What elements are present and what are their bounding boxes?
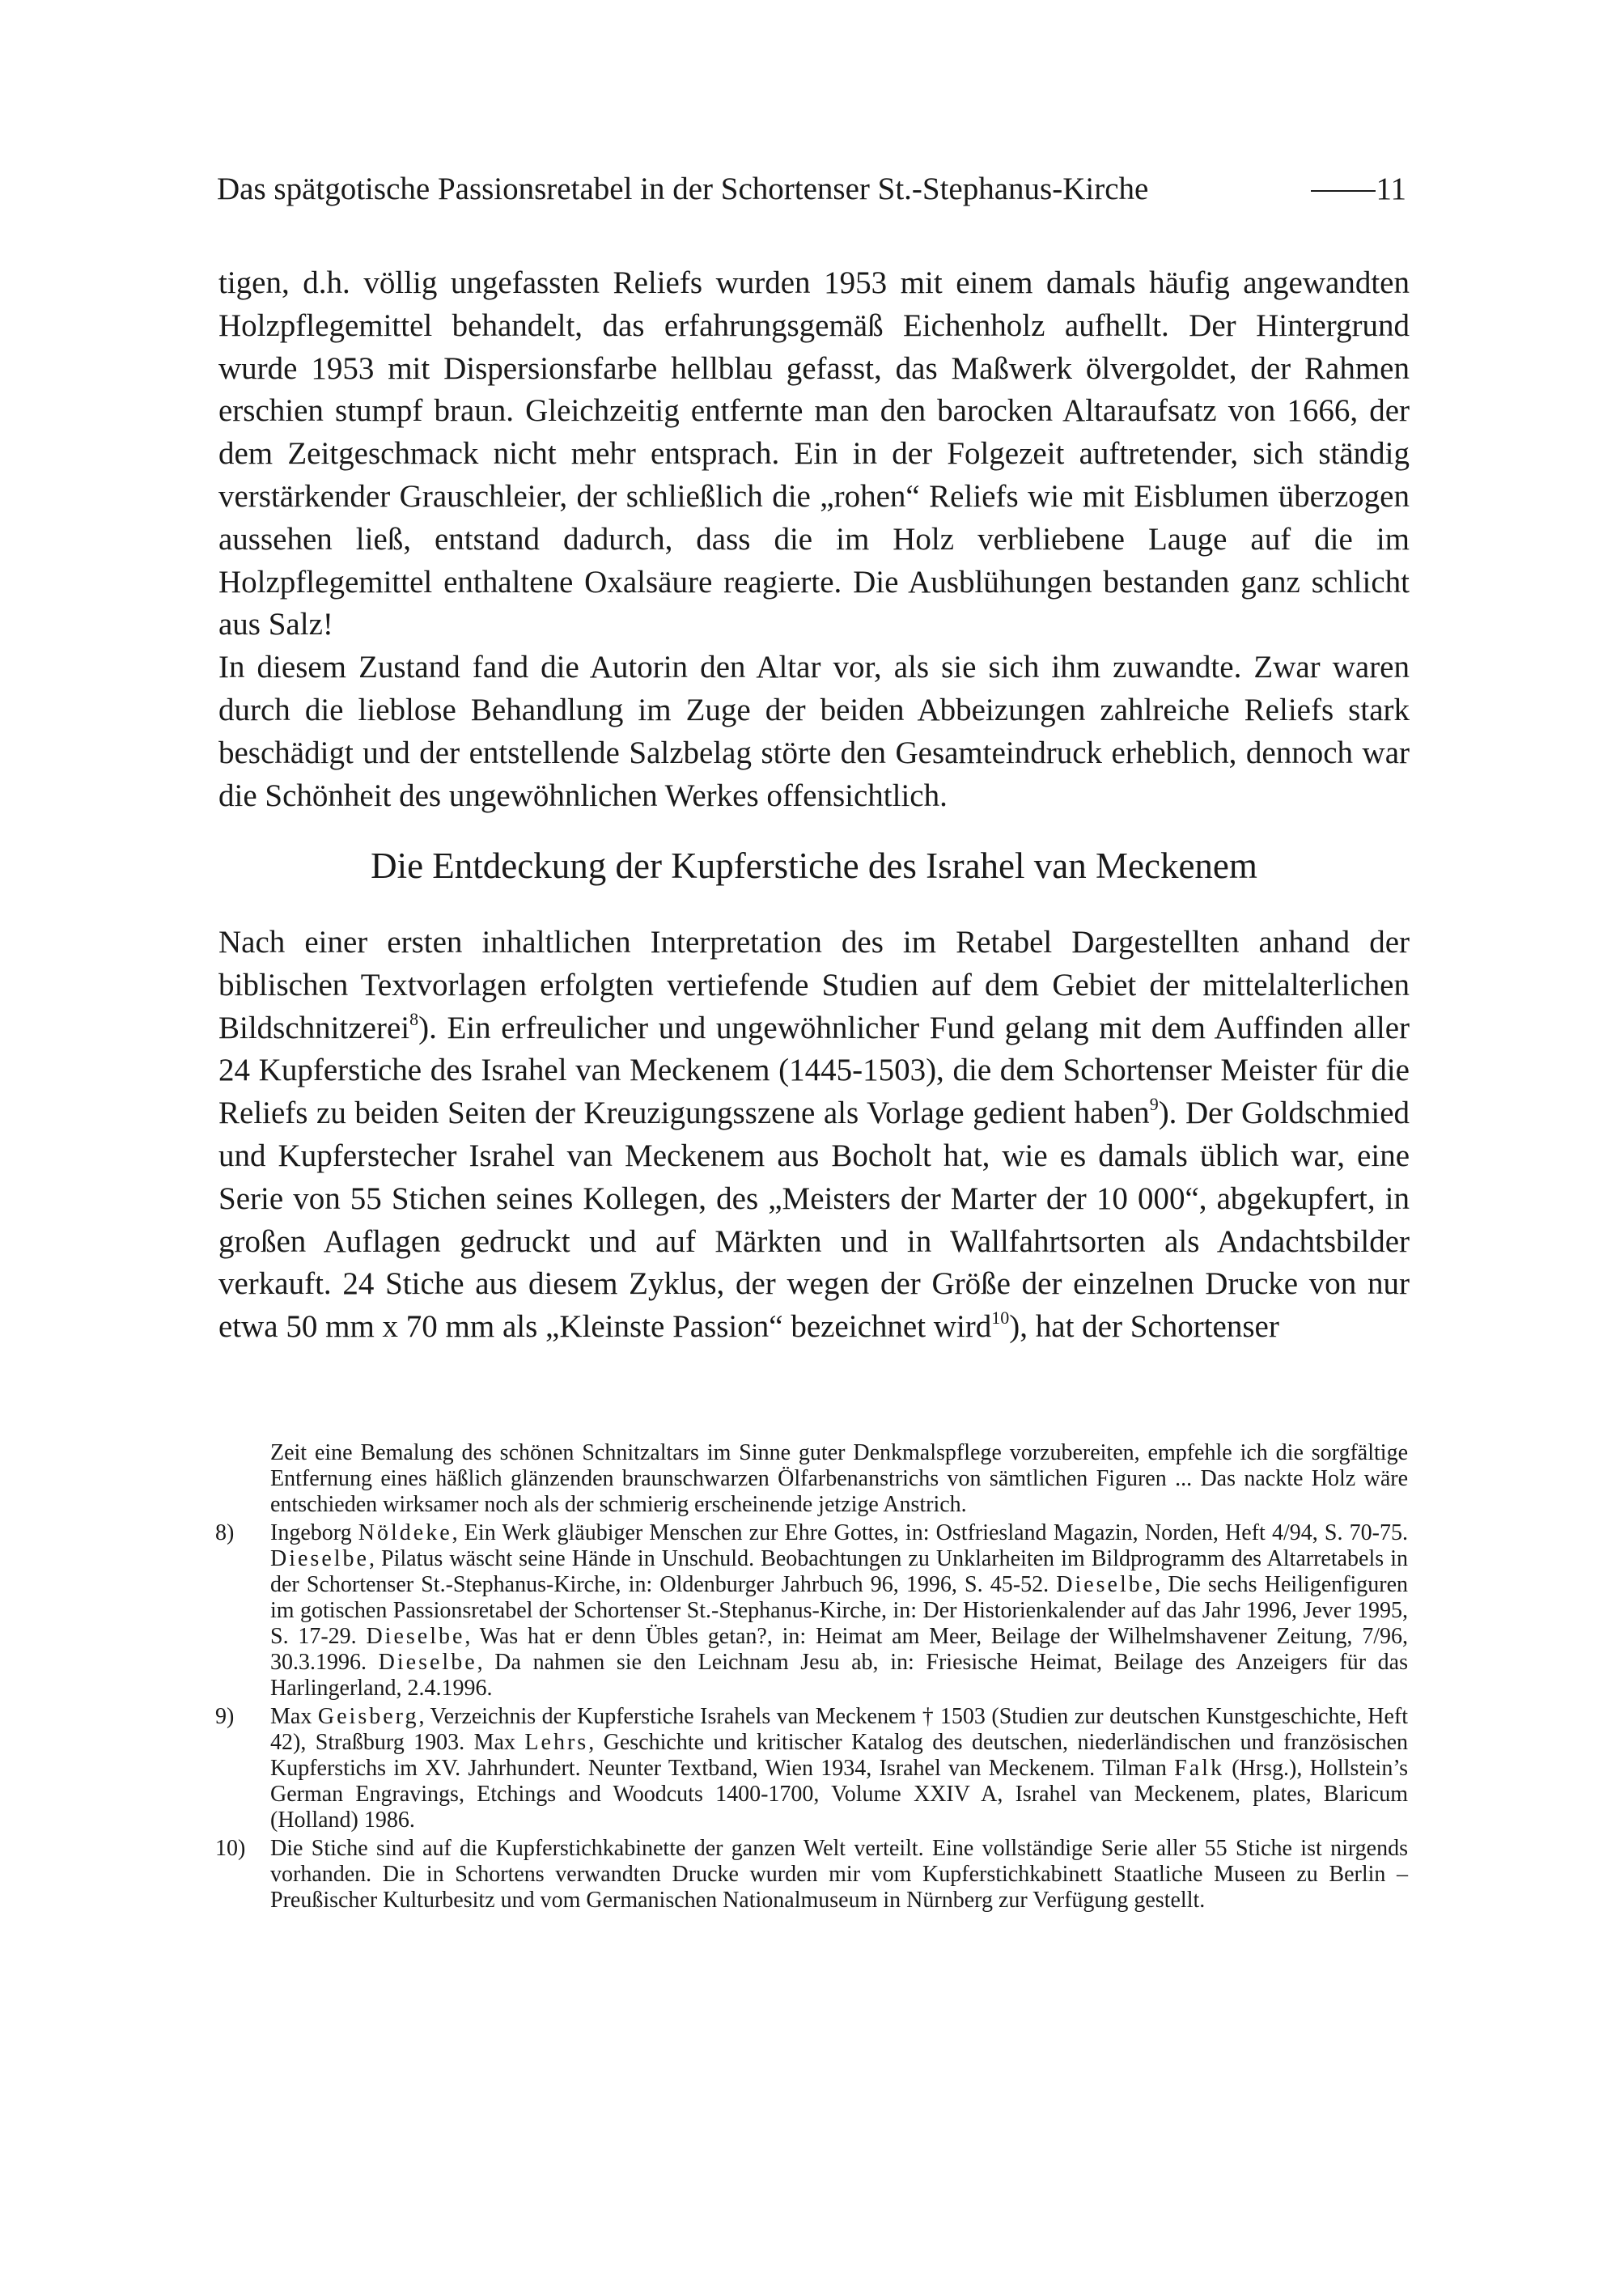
- text-run: Nach einer ersten inhaltlichen Interpretation des im Retabel Dargestellten anhand der biblischen Textvorlagen erfolgten vertiefende Studien auf dem Gebiet der mittelalterlichen Bildschnitzerei: [218, 925, 1410, 1045]
- author-name: Dieselbe: [366, 1624, 465, 1649]
- author-name: Lehrs: [524, 1730, 589, 1755]
- text-run: , Die sechs Heiligenfiguren im gotischen Passionsretabel der Schortenser St.-Stephanus-Kirche, in: Der Historienkalender auf das Jahr 1996, Jever 1995, S. 17-29.: [270, 1572, 1408, 1649]
- author-name: Dieselbe: [378, 1650, 477, 1675]
- running-head: [217, 167, 1406, 212]
- header-rule: [1311, 190, 1376, 192]
- footnote-continuation: Zeit eine Bemalung des schönen Schnitzaltars im Sinne guter Denkmalspflege vorzubereiten, empfehle ich die sorgfältige Entfernung eines häßlich glänzenden braunschwarzen Ölfarbenanstrichs von sämtlichen Figuren ... Das nackte Holz wäre entschieden wirksamer noch als der schmierig erscheinende jetzige Anstrich.: [270, 1440, 1408, 1517]
- footnote-ref-9[interactable]: 9: [1149, 1094, 1159, 1115]
- footnotes: [215, 1440, 1408, 1914]
- page-number: 11: [1376, 172, 1406, 206]
- footnote-10: [215, 1836, 1408, 1914]
- paragraph: [218, 922, 1410, 1349]
- footnote-number: 10): [215, 1836, 246, 1861]
- footnote-8: [215, 1520, 1408, 1702]
- text-run: ). Der Goldschmied und Kupferstecher Israhel van Meckenem aus Bocholt hat, wie es damals üblich war, eine Serie von 55 Stichen seines Kollegen, des „Meisters der Marter der 10 000“, abgekupfert, in großen Auflagen gedruckt und auf Märkten und in Wallfahrtsorten als Andachtsbilder verkauft. 24 Stiche aus diesem Zyklus, der wegen der Größe der einzelnen Drucke von nur etwa 50 mm x 70 mm als „Kleinste Passion“ bezeichnet wird: [218, 1096, 1410, 1345]
- author-name: Nöldeke: [358, 1520, 452, 1545]
- footnote-number: 9): [215, 1704, 235, 1729]
- footnote-ref-10[interactable]: 10: [991, 1308, 1010, 1329]
- text-run: (Hrsg.), Hollstein’s German Engravings, Etchings and Woodcuts 1400-1700, Volume XXIV A, Israhel van Meckenem, plates, Blaricum (Holland) 1986.: [270, 1756, 1408, 1833]
- text-run: , Was hat er denn Übles getan?, in: Heimat am Meer, Beilage der Wilhelmshavener Zeitung, 7/96, 30.3.1996.: [270, 1624, 1408, 1675]
- footnote-ref-8[interactable]: 8: [409, 1008, 419, 1029]
- paragraph: In diesem Zustand fand die Autorin den Altar vor, als sie sich ihm zuwandte. Zwar waren durch die lieblose Behandlung im Zuge der beiden Abbeizungen zahlreiche Reliefs stark beschädigt und der entstellende Salzbelag störte den Gesamteindruck erheblich, dennoch war die Schönheit des ungewöhnlichen Werkes offensichtlich.: [218, 650, 1410, 813]
- text-run: ). Ein erfreulicher und ungewöhnlicher Fund gelang mit dem Auffinden aller 24 Kupferstiche des Israhel van Meckenem (1445-1503), die dem Schortenser Meister für die Reliefs zu beiden Seiten der Kreuzigungsszene als Vorlage gedient haben: [218, 1010, 1410, 1131]
- text-run: ), hat der Schortenser: [1009, 1309, 1279, 1345]
- running-title: Das spätgotische Passionsretabel in der Schortenser St.-Stephanus-Kirche: [217, 172, 1149, 206]
- footnote-9: [215, 1704, 1408, 1833]
- text-run: , Ein Werk gläubiger Menschen zur Ehre Gottes, in: Ostfriesland Magazin, Norden, Heft 4/94, S. 70-75.: [452, 1520, 1408, 1545]
- text-run: , Verzeichnis der Kupferstiche Israhels van Meckenem † 1503 (Studien zur deutschen Kunstgeschichte, Heft 42), Straßburg 1903. Max: [270, 1704, 1409, 1755]
- author-name: Falk: [1174, 1756, 1224, 1781]
- text-run: , Da nahmen sie den Leichnam Jesu ab, in: Friesische Heimat, Beilage des Anzeigers für das Harlingerland, 2.4.1996.: [270, 1650, 1409, 1701]
- text-run: Ingeborg: [270, 1520, 358, 1545]
- footnote-number: 8): [215, 1520, 235, 1545]
- paragraph: tigen, d.h. völlig ungefassten Reliefs wurden 1953 mit einem damals häufig angewandten Holzpflegemittel behandelt, das erfahrungsgemäß Eichenholz aufhellt. Der Hintergrund wurde 1953 mit Dispersionsfarbe hellblau gefasst, das Maßwerk ölvergoldet, der Rahmen erschien stumpf braun. Gleichzeitig entfernte man den barocken Altaraufsatz von 1666, der dem Zeitgeschmack nicht mehr entsprach. Ein in der Folgezeit auftretender, sich ständig verstärkender Grauschleier, der schließlich die „rohen“ Reliefs wie mit Eisblumen überzogen aussehen ließ, entstand dadurch, dass die im Holz verbliebene Lauge auf die im Holzpflegemittel enthaltene Oxalsäure reagierte. Die Ausblühungen bestanden ganz schlicht aus Salz!: [218, 265, 1410, 642]
- text-run: Max: [270, 1704, 318, 1729]
- author-name: Dieselbe: [270, 1546, 369, 1571]
- author-name: Dieselbe: [1056, 1572, 1155, 1597]
- text-run: , Pilatus wäscht seine Hände in Unschuld. Beobachtungen zu Unklarheiten im Bildprogramm des Altarretabels in der Schortenser St.-Stephanus-Kirche, in: Oldenburger Jahrbuch 96, 1996, S. 45-52.: [270, 1546, 1408, 1597]
- body-text-part-1: [218, 262, 1410, 817]
- text-run: , Geschichte und kritischer Katalog des deutschen, niederländischen und französischen Kupferstichs im XV. Jahrhundert. Neunter Textband, Wien 1934, Israhel van Meckenem. Tilman: [270, 1730, 1409, 1781]
- body-text-part-2: [218, 922, 1410, 1349]
- author-name: Geisberg: [317, 1704, 419, 1729]
- section-heading: Die Entdeckung der Kupferstiche des Israhel van Meckenem: [371, 846, 1257, 886]
- text-run: Die Stiche sind auf die Kupferstichkabinette der ganzen Welt verteilt. Eine vollständige Serie aller 55 Stiche ist nirgends vorhanden. Die in Schortens verwandten Drucke wurden mir vom Kupferstichkabinett Staatliche Museen zu Berlin – Preußischer Kulturbesitz und vom Germanischen Nationalmuseum in Nürnberg zur Verfügung gestellt.: [270, 1836, 1408, 1913]
